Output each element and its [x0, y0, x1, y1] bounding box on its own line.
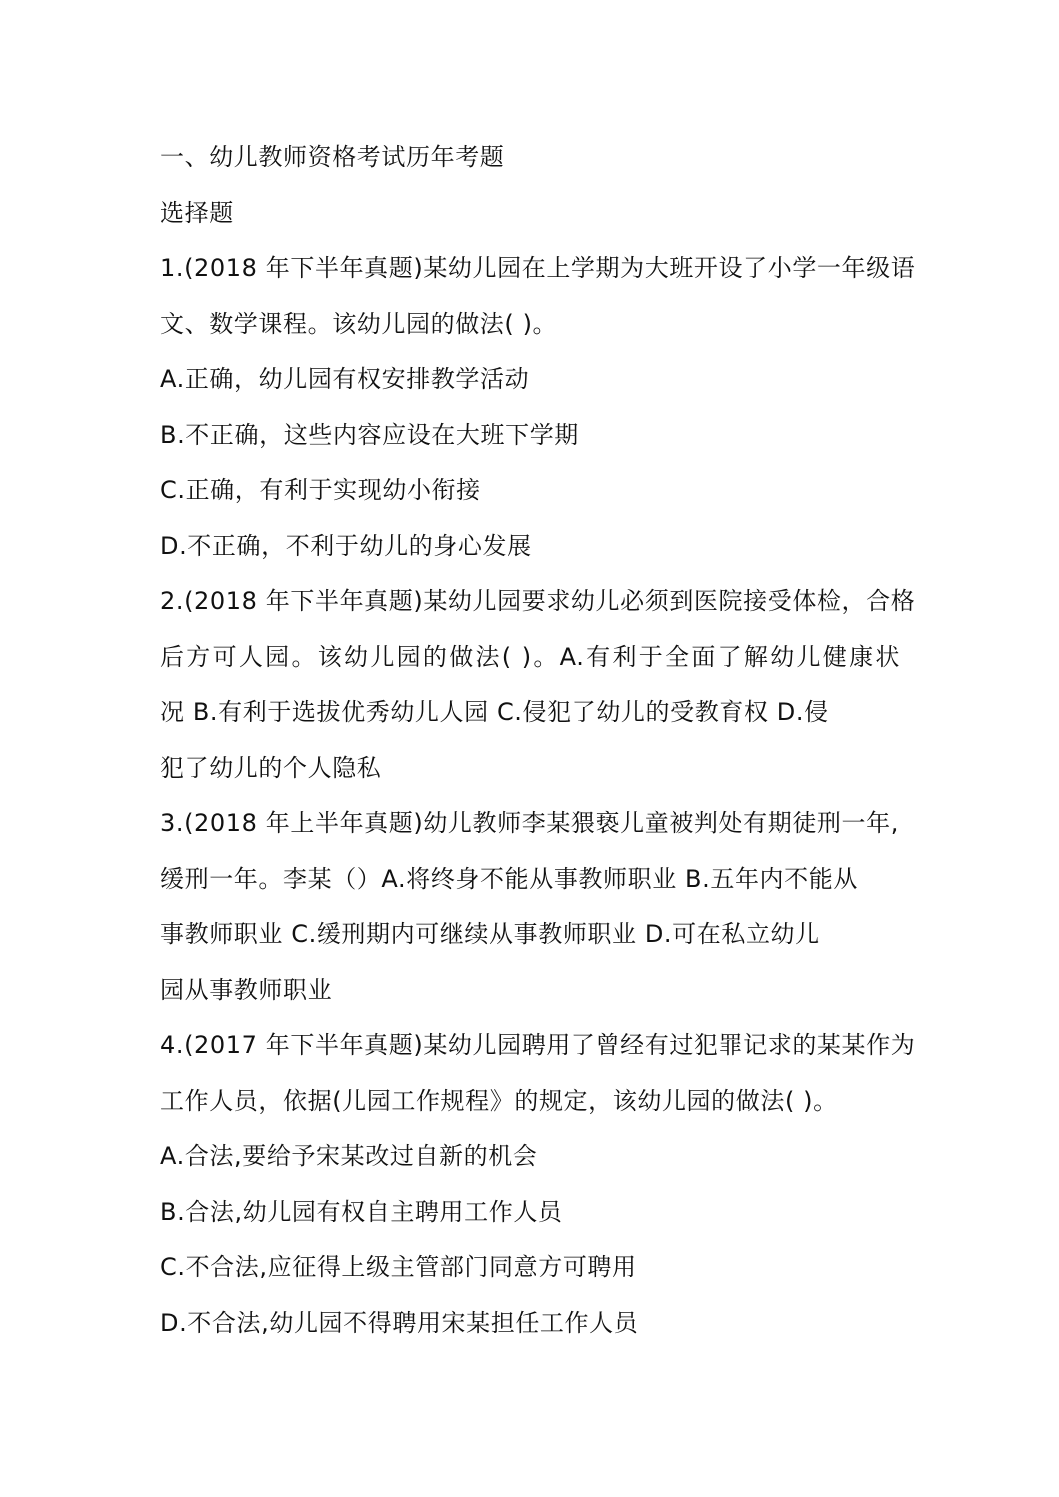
question-2-line-2: 后方可人园。该幼儿园的做法( )。A.有利于全面了解幼儿健康状	[160, 642, 900, 671]
question-1-line-2: 文、数学课程。该幼儿园的做法( )。	[160, 309, 558, 338]
question-4-line-2: 工作人员，依据(儿园工作规程》的规定，该幼儿园的做法( )。	[160, 1086, 838, 1115]
question-1-option-c: C.正确，有利于实现幼小衔接	[160, 476, 481, 504]
question-2-line-3: 况 B.有利于选拔优秀幼儿人园 C.侵犯了幼儿的受教育权 D.侵	[160, 698, 829, 726]
section-heading: 一、幼儿教师资格考试历年考题	[160, 143, 505, 171]
question-2-line-1: 2.(2018 年下半年真题)某幼儿园要求幼儿必须到医院接受体检，合格	[160, 587, 916, 615]
section-label: 选择题	[160, 198, 234, 227]
question-4-option-a: A.合法,要给予宋某改过自新的机会	[160, 1142, 538, 1170]
question-3-line-1: 3.(2018 年上半年真题)幼儿教师李某猥亵儿童被判处有期徒刑一年,	[160, 809, 899, 837]
question-1-option-d: D.不正确，不利于幼儿的身心发展	[160, 531, 532, 560]
document-body	[160, 130, 916, 1351]
question-4-line-1: 4.(2017 年下半年真题)某幼儿园聘用了曾经有过犯罪记求的某某作为	[160, 1031, 916, 1059]
question-4-option-d: D.不合法,幼儿园不得聘用宋某担任工作人员	[160, 1308, 639, 1337]
question-1-option-b: B.不正确，这些内容应设在大班下学期	[160, 420, 579, 449]
question-3-line-4: 园从事教师职业	[160, 975, 333, 1004]
question-3-line-3: 事教师职业 C.缓刑期内可继续从事教师职业 D.可在私立幼儿	[160, 920, 820, 948]
question-4-option-c: C.不合法,应征得上级主管部门同意方可聘用	[160, 1253, 637, 1281]
question-1-line-1: 1.(2018 年下半年真题)某幼儿园在上学期为大班开设了小学一年级语	[160, 254, 916, 282]
question-4-option-b: B.合法,幼儿园有权自主聘用工作人员	[160, 1197, 563, 1226]
question-2-line-4: 犯了幼儿的个人隐私	[160, 753, 382, 782]
question-1-option-a: A.正确，幼儿园有权安排教学活动	[160, 365, 530, 393]
question-3-line-2: 缓刑一年。李某（）A.将终身不能从事教师职业 B.五年内不能从	[160, 864, 858, 893]
